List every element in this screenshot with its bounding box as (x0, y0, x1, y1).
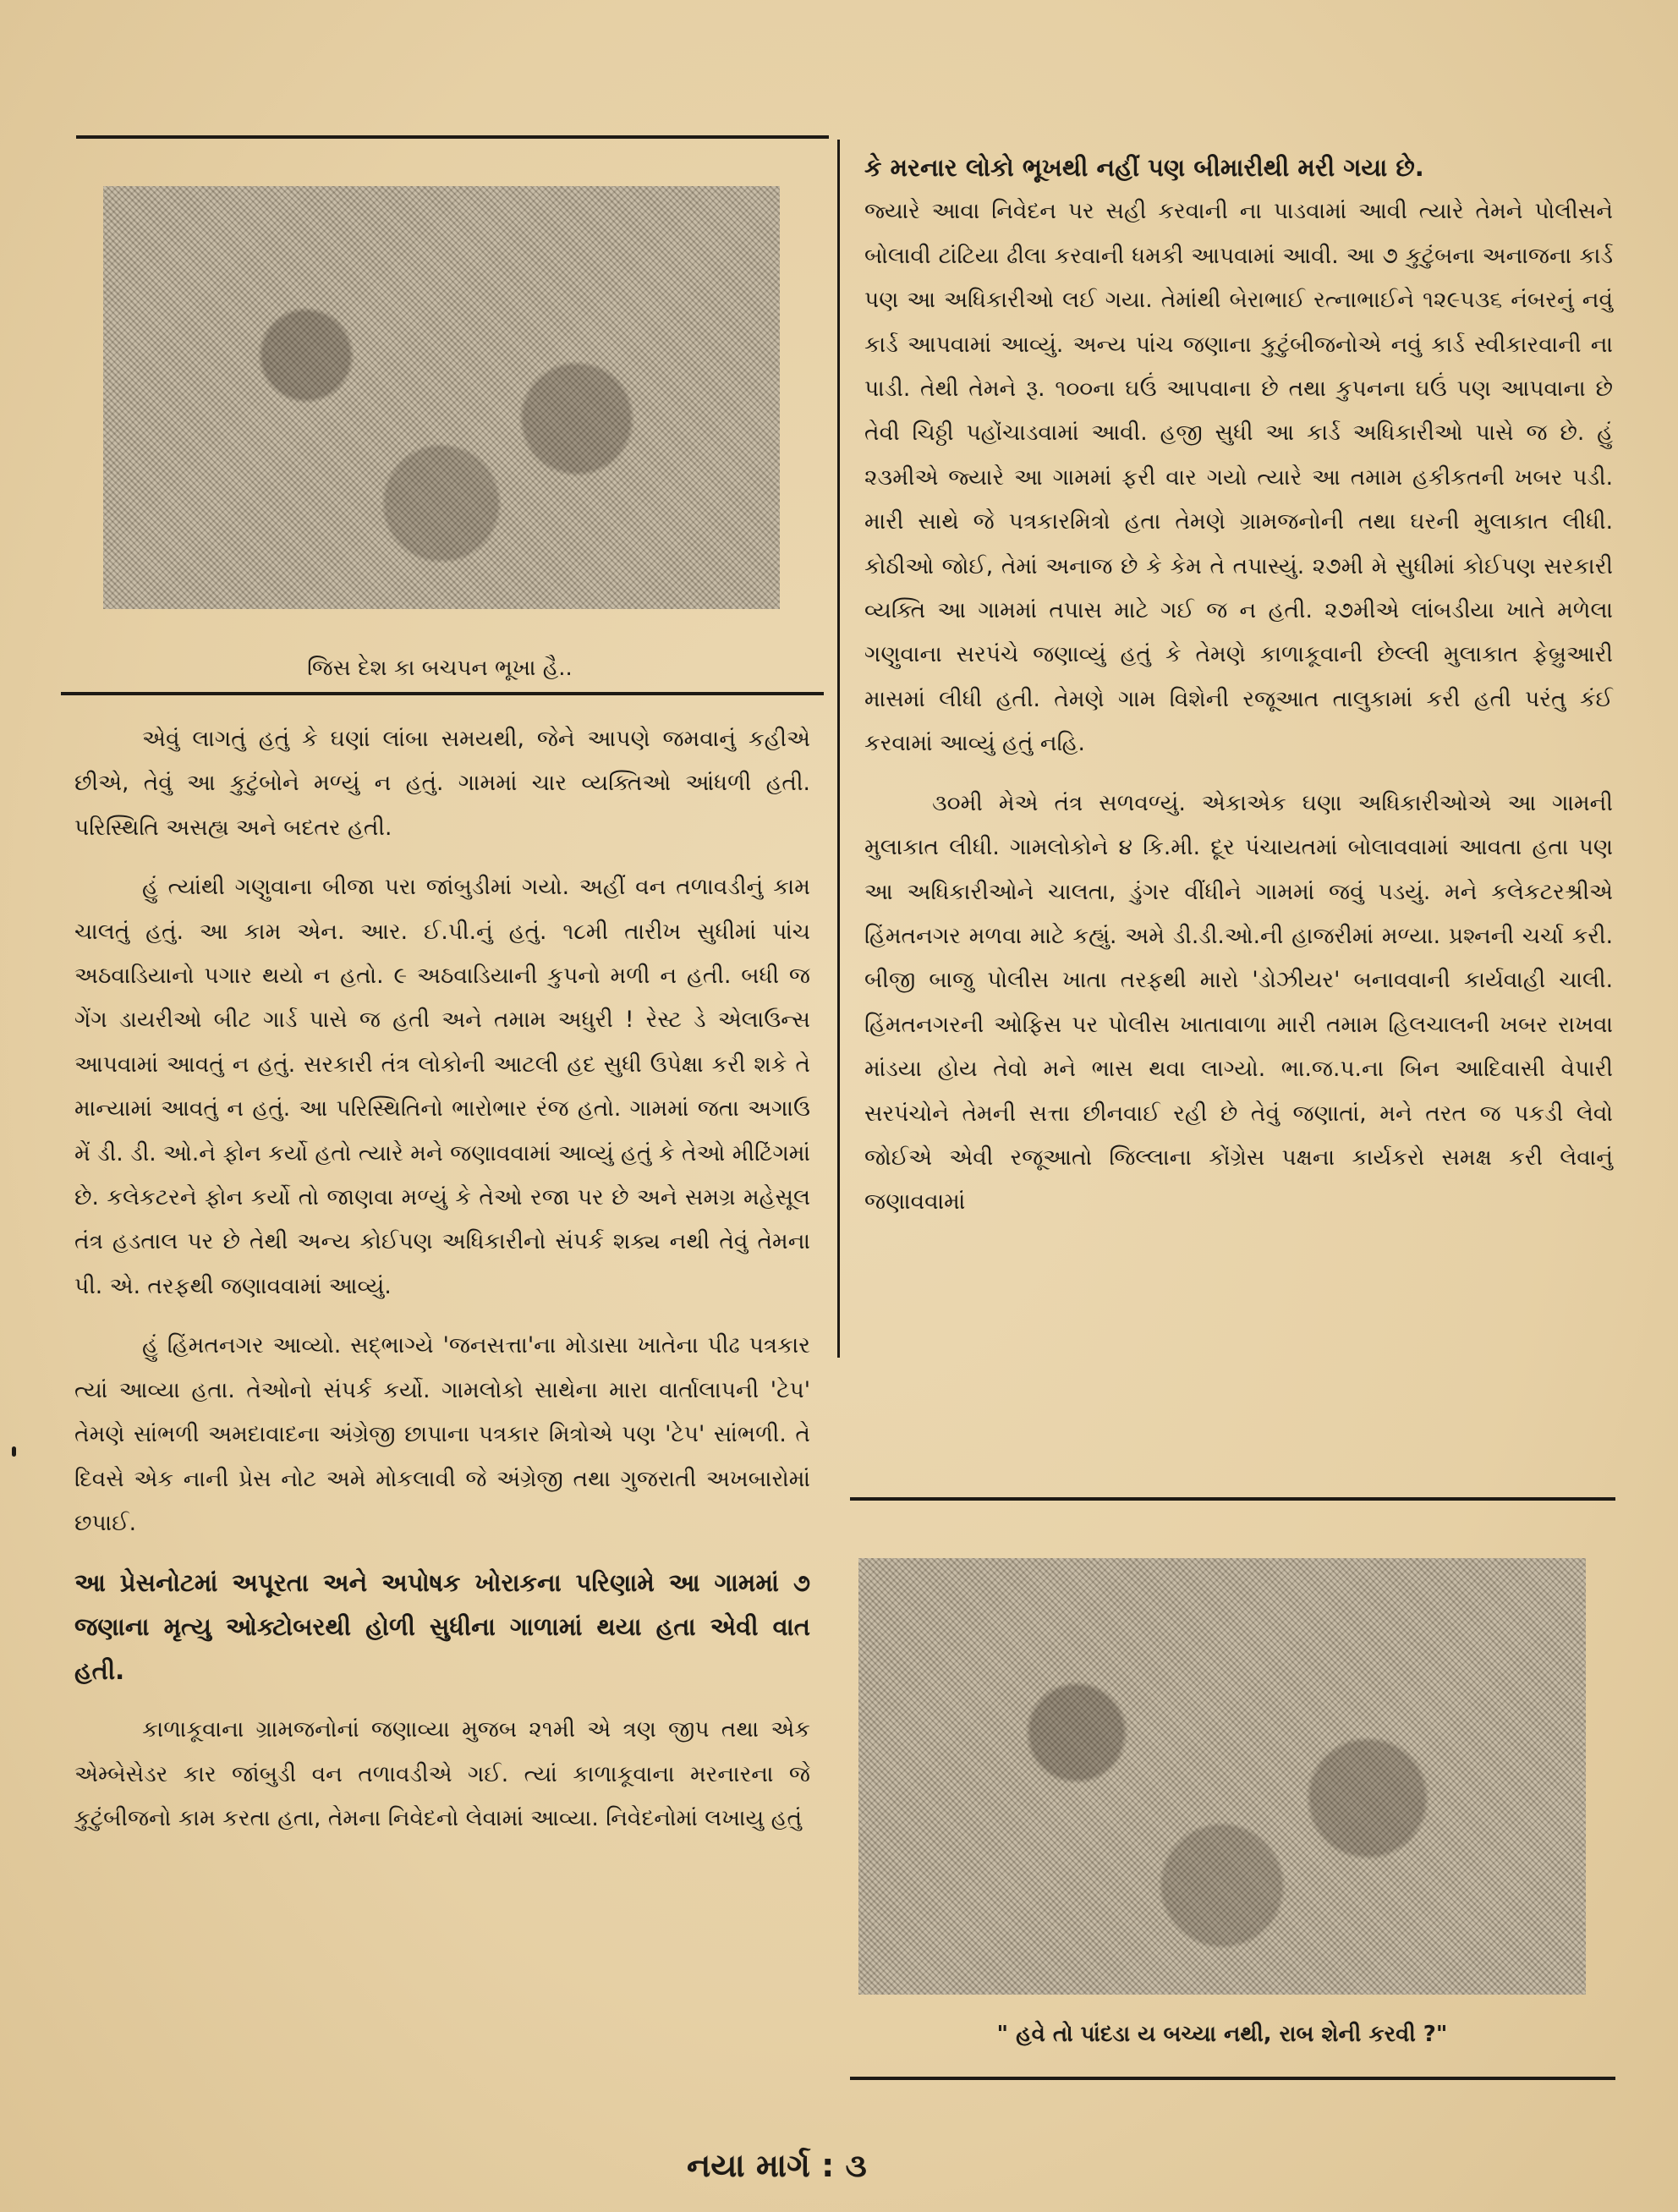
children-photo (103, 186, 780, 609)
left-last-paragraph: કાળાકૂવાના ગ્રામજનોનાં જણાવ્યા મુજબ ૨૧મી એ ત્રણ જીપ તથા એક એમ્બેસેડર કાર જાંબુડી વન તળાવડીએ ગઈ. ત્યાં કાળાકૂવાના મરનારના જે કુટુંબીજનો કામ કરતા હતા, તેમના નિવેદનો લેવામાં આવ્યા. નિવેદનોમાં લખાયુ હતું (74, 1716, 810, 1832)
column-divider (837, 140, 840, 1358)
right-photo-top-rule (850, 1497, 1615, 1501)
right-paragraph-2: ૩૦મી મેએ તંત્ર સળવળ્યું. એકાએક ઘણા અધિકારીઓએ આ ગામની મુલાકાત લીધી. ગામલોકોને ૪ કિ.મી. દૂર પંચાયતમાં બોલાવવામાં આવતા હતા પણ આ અધિકારીઓને ચાલતા, ડુંગર વીંધીને ગામમાં જવું પડયું. મને કલેકટરશ્રીએ હિંમતનગર મળવા માટે કહ્યું. અમે ડી.ડી.ઓ.ની હાજરીમાં મળ્યા. પ્રશ્નની ચર્ચા કરી. બીજી બાજુ પોલીસ ખાતા તરફથી મારો 'ડોઝીયર' બનાવવાની કાર્યવાહી ચાલી. હિંમતનગરની ઓફિસ પર પોલીસ ખાતાવાળા મારી તમામ હિલચાલની ખબર રાખવા માંડયા હોય તેવો મને ભાસ થવા લાગ્યો. ભા.જ.પ.ના બિન આદિવાસી વેપારી સરપંચોને તેમની સત્તા છીનવાઈ રહી છે તેવું જણાતાં, મને તરત જ પકડી લેવો જોઈએ એવી રજૂઆતો જિલ્લાના કોંગ્રેસ પક્ષના કાર્યકરો સમક્ષ કરી લેવાનું જણાવવામાં (864, 789, 1613, 1216)
top-rule-left (76, 135, 829, 139)
left-bold-paragraph: આ પ્રેસનોટમાં અપૂરતા અને અપોષક ખોરાકના પરિણામે આ ગામમાં ૭ જણાના મૃત્યુ ઓક્ટોબરથી હોળી સુધીના ગાળામાં થયા હતા એવી વાત હતી. (74, 1568, 810, 1686)
right-column-text (864, 145, 1613, 1225)
left-caption-rule (61, 692, 824, 695)
left-paragraph-3: હું હિંમતનગર આવ્યો. સદ્ભાગ્યે 'જનસત્તા'ના મોડાસા ખાતેના પીઢ પત્રકાર ત્યાં આવ્યા હતા. તેઓનો સંપર્ક કર્યો. ગામલોકો સાથેના મારા વાર્તાલાપની 'ટેપ' તેમણે સાંભળી અમદાવાદના અંગ્રેજી છાપાના પત્રકાર મિત્રોએ પણ 'ટેપ' સાંભળી. તે દિવસે એક નાની પ્રેસ નોટ અમે મોકલાવી જે અંગ્રેજી તથા ગુજરાતી અખબારોમાં છપાઈ. (74, 1332, 810, 1536)
left-paragraph-1: એવું લાગતું હતું કે ઘણાં લાંબા સમયથી, જેને આપણે જમવાનું કહીએ છીએ, તેવું આ કુટુંબોને મળ્યું ન હતું. ગામમાં ચાર વ્યક્તિઓ આંધળી હતી. પરિસ્થિતિ અસહ્ય અને બદતર હતી. (74, 726, 810, 841)
right-photo-bottom-rule (850, 2077, 1615, 2080)
left-column-text (74, 717, 810, 1842)
print-speck (12, 1446, 16, 1457)
right-lead-line: કે મરનાર લોકો ભૂખથી નહીં પણ બીમારીથી મરી ગયા છે. (864, 153, 1424, 182)
right-photo-caption: " હવે તો પાંદડા ય બચ્યા નથી, રાબ શેની કરવી ?" (996, 2022, 1448, 2047)
woman-in-forest-photo (858, 1558, 1586, 1995)
left-paragraph-2: હું ત્યાંથી ગણુવાના બીજા પરા જાંબુડીમાં ગયો. અહીં વન તળાવડીનું કામ ચાલતું હતું. આ કામ એન. આર. ઈ.પી.નું હતું. ૧૮મી તારીખ સુધીમાં પાંચ અઠવાડિયાનો પગાર થયો ન હતો. ૯ અઠવાડિયાની કુપનો મળી ન હતી. બધી જ ગેંગ ડાયરીઓ બીટ ગાર્ડ પાસે જ હતી અને તમામ અધુરી ! રેસ્ટ ડે એલાઉન્સ આપવામાં આવતું ન હતું. સરકારી તંત્ર લોકોની આટલી હદ સુધી ઉપેક્ષા કરી શકે તે માન્યામાં આવતું ન હતું. આ પરિસ્થિતિનો ભારોભાર રંજ હતો. ગામમાં જતા અગાઉ મેં ડી. ડી. ઓ.ને ફોન કર્યો હતો ત્યારે મને જણાવવામાં આવ્યું હતું કે તેઓ મીટિંગમાં છે. કલેકટરને ફોન કર્યો તો જાણવા મળ્યું કે તેઓ રજા પર છે અને સમગ્ર મહેસૂલ તંત્ર હડતાલ પર છે તેથી અન્ય કોઈપણ અધિકારીનો સંપર્ક શક્ય નથી તેવું તેમના પી. એ. તરફથી જણાવવામાં આવ્યું. (74, 874, 810, 1299)
page-folio: નયા માર્ગ : ૩ (687, 2147, 867, 2184)
left-photo-caption: જિસ દેશ કા બચપન ભૂખા હૈ.. (307, 656, 573, 681)
right-paragraph-1: જ્યારે આવા નિવેદન પર સહી કરવાની ના પાડવામાં આવી ત્યારે તેમને પોલીસને બોલાવી ટાંટિયા ઢીલા કરવાની ધમકી આપવામાં આવી. આ ૭ કુટુંબના અનાજના કાર્ડ પણ આ અધિકારીઓ લઈ ગયા. તેમાંથી બેરાભાઈ રત્નાભાઈને ૧૨૯૫૩૬ નંબરનું નવું કાર્ડ આપવામાં આવ્યું. અન્ય પાંચ જણાના કુટુંબીજનોએ નવું કાર્ડ સ્વીકારવાની ના પાડી. તેથી તેમને રૂ. ૧૦૦ના ઘઉં આપવાના છે તથા કુપનના ઘઉં પણ આપવાના છે તેવી ચિઠ્ઠી પહોંચાડવામાં આવી. હજી સુધી આ કાર્ડ અધિકારીઓ પાસે જ છે. હું ૨૩મીએ જ્યારે આ ગામમાં ફરી વાર ગયો ત્યારે આ તમામ હકીકતની ખબર પડી. મારી સાથે જે પત્રકારમિત્રો હતા તેમણે ગ્રામજનોની તથા ઘરની મુલાકાત લીધી. કોઠીઓ જોઈ, તેમાં અનાજ છે કે કેમ તે તપાસ્યું. ૨૭મી મે સુધીમાં કોઈપણ સરકારી વ્યક્તિ આ ગામમાં તપાસ માટે ગઈ જ ન હતી. ૨૭મીએ લાંબડીયા ખાતે મળેલા ગણુવાના સરપંચે જણાવ્યું હતું કે તેમણે કાળાકૂવાની છેલ્લી મુલાકાત ફેબ્રુઆરી માસમાં લીધી હતી. તેમણે ગામ વિશેની રજૂઆત તાલુકામાં કરી હતી પરંતુ કંઈ કરવામાં આવ્યું હતું નહિ. (864, 198, 1613, 757)
